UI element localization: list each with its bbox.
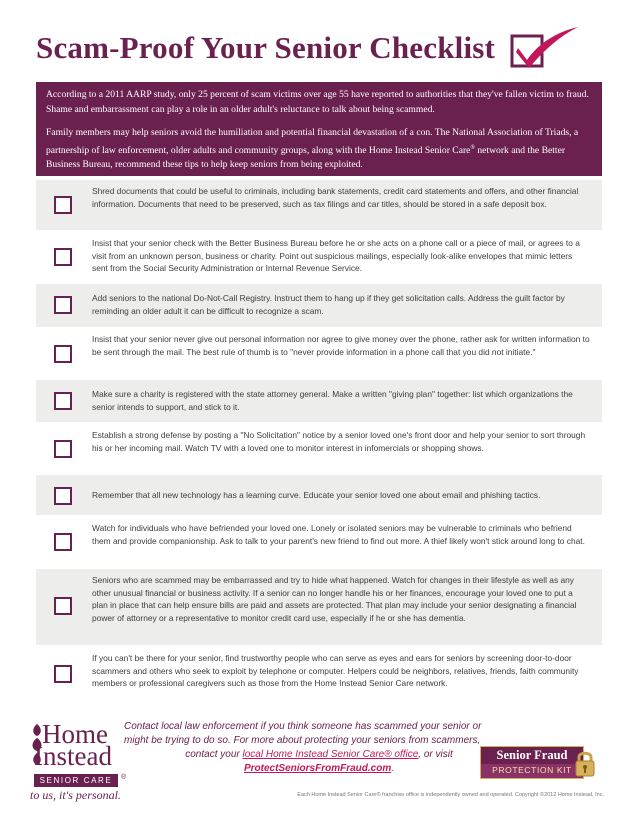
checklist-item (36, 475, 602, 515)
header (36, 26, 626, 72)
logo-instead: Instead (34, 741, 112, 771)
website-link[interactable]: ProtectSeniorsFromFraud.com (243, 763, 392, 774)
checklist-item (36, 645, 602, 707)
contact-site-period: . (391, 763, 395, 774)
footer (0, 712, 638, 826)
checklist-item-text: Establish a strong defense by posting a "No Solicitation" notice by a senior loved one's front door and help your senior to sort through his or her incoming mail. Watch TV with a loved one to monitor interest in infomercials or shopping shows. (92, 430, 586, 453)
checkbox[interactable] (54, 665, 72, 683)
intro-paragraph-2-start: Family members may help seniors avoid the humiliation and potential financial devastation of a con. The National Association of Triads, a partnership of law enforcement, older adults and community groups, along with the Home Instead Senior Care (46, 127, 579, 156)
checklist (36, 180, 602, 707)
checklist-item-text: Shred documents that could be useful to criminals, including bank statements, credit card statements and offers, and other financial information. Documents that need to be preserved, such as tax filings and car titles, should be stored in a safe deposit box. (92, 186, 579, 209)
checkbox[interactable] (54, 345, 72, 363)
checkbox[interactable] (54, 296, 72, 314)
checklist-item-text: Watch for individuals who have befriended your loved one. Lonely or isolated seniors may be vulnerable to criminals who befriend them and provide companionship. Ask to talk to your parent's new friend to find out more. A thief likely won't stick around long to chat. (92, 523, 585, 546)
contact-line-2: might be trying to do so. For more about protecting your seniors from scammers, (124, 735, 481, 746)
padlock-icon (574, 748, 596, 778)
checklist-item-text: If you can't be there for your senior, find trustworthy people who can serve as eyes and ears for seniors by screening door-to-door scammers and others who seek to exploit by telephone or computer. Helpers could be neighbors, relatives, friends, faith community members or professional caregivers such as those from the Home Instead Senior Care network. (92, 653, 579, 689)
checklist-item (36, 180, 602, 230)
logo-tagline: to us, it's personal. (30, 788, 121, 802)
checkbox[interactable] (54, 248, 72, 266)
contact-line-4 (124, 762, 514, 776)
checkbox[interactable] (54, 196, 72, 214)
contact-line-3-start: contact your (185, 749, 243, 760)
kit-subtitle: PROTECTION KIT (480, 764, 584, 779)
intro-paragraph-2-end: network and the Better Business Bureau, recommend these tips to help keep seniors from being exploited. (46, 144, 566, 171)
checklist-item (36, 380, 602, 422)
intro-paragraph-2 (46, 126, 592, 173)
checkbox[interactable] (54, 392, 72, 410)
checklist-item (36, 327, 602, 380)
checklist-item-text: Insist that your senior check with the Better Business Bureau before he or she acts on a phone call or a piece of mail, or agrees to a visit from an unknown person, business or charity. Point out suspicious mailings, especially look-alike envelopes that mimic letters sent from the Social Security Administration or Internal Revenue Service. (92, 238, 580, 274)
kit-title: Senior Fraud (480, 746, 584, 764)
senior-fraud-kit-badge (480, 746, 596, 786)
contact-line-1: Contact local law enforcement if you think someone has scammed your senior or (124, 721, 482, 732)
checkmark-box-icon (510, 26, 580, 70)
checklist-item-text: Seniors who are scammed may be embarrassed and try to hide what happened. Watch for changes in their lifestyle as well as any other unusual financial or business activity. If a senior can no longer handle his or her finances, encourage your loved one to put a plan in place that can help ensure bills are paid and assets are protected. That plan may include your senior designating a financial power of attorney or a representative to monitor credit card use, especially if he or she has dementia. (92, 575, 577, 623)
logo-senior-care: SENIOR CARE (34, 774, 118, 787)
page-title: Scam-Proof Your Senior Checklist (36, 30, 496, 65)
intro-paragraph-1: According to a 2011 AARP study, only 25 percent of scam victims over age 55 have reported to authorities that they've fallen victim to fraud. Shame and embarrassment can play a role in an older adult's reluctance to talk about being scammed. (46, 89, 589, 115)
contact-line-3 (124, 748, 514, 762)
registered-mark: ® (470, 144, 475, 151)
checkbox[interactable] (54, 533, 72, 551)
checkbox[interactable] (54, 487, 72, 505)
copyright-disclaimer: Each Home Instead Senior Care® franchise office is independently owned and operated. Copyright ©2012 Home Instead, Inc. (297, 792, 604, 798)
checklist-item-text: Remember that all new technology has a learning curve. Educate your senior loved one about email and phishing tactics. (92, 490, 541, 500)
intro-panel (36, 82, 602, 176)
checkbox[interactable] (54, 440, 72, 458)
checklist-item (36, 569, 602, 645)
checklist-item (36, 515, 602, 569)
logo-home: Home (42, 719, 108, 749)
checklist-item (36, 422, 602, 475)
contact-message (124, 720, 514, 776)
checklist-item-text: Add seniors to the national Do-Not-Call Registry. Instruct them to hang up if they get solicitation calls. Address the guilt factor by reminding an older adult it can be difficult to recognize a scam. (92, 293, 565, 316)
checklist-item (36, 230, 602, 284)
logo-registered: ® (121, 774, 127, 781)
local-office-link[interactable]: local Home Instead Senior Care® office (242, 749, 419, 760)
checklist-item (36, 284, 602, 327)
contact-line-3-end: , or visit (418, 749, 453, 760)
checkbox[interactable] (54, 597, 72, 615)
checklist-item-text: Insist that your senior never give out personal information nor agree to give money over the phone, rather ask for written information to be sent through the mail. The best rule of thumb is to "never provide information in a phone call that you did not initiate." (92, 334, 590, 357)
checklist-item-text: Make sure a charity is registered with the state attorney general. Make a written "giving plan" together: list which organizations the senior intends to support, and stick to it. (92, 389, 573, 412)
